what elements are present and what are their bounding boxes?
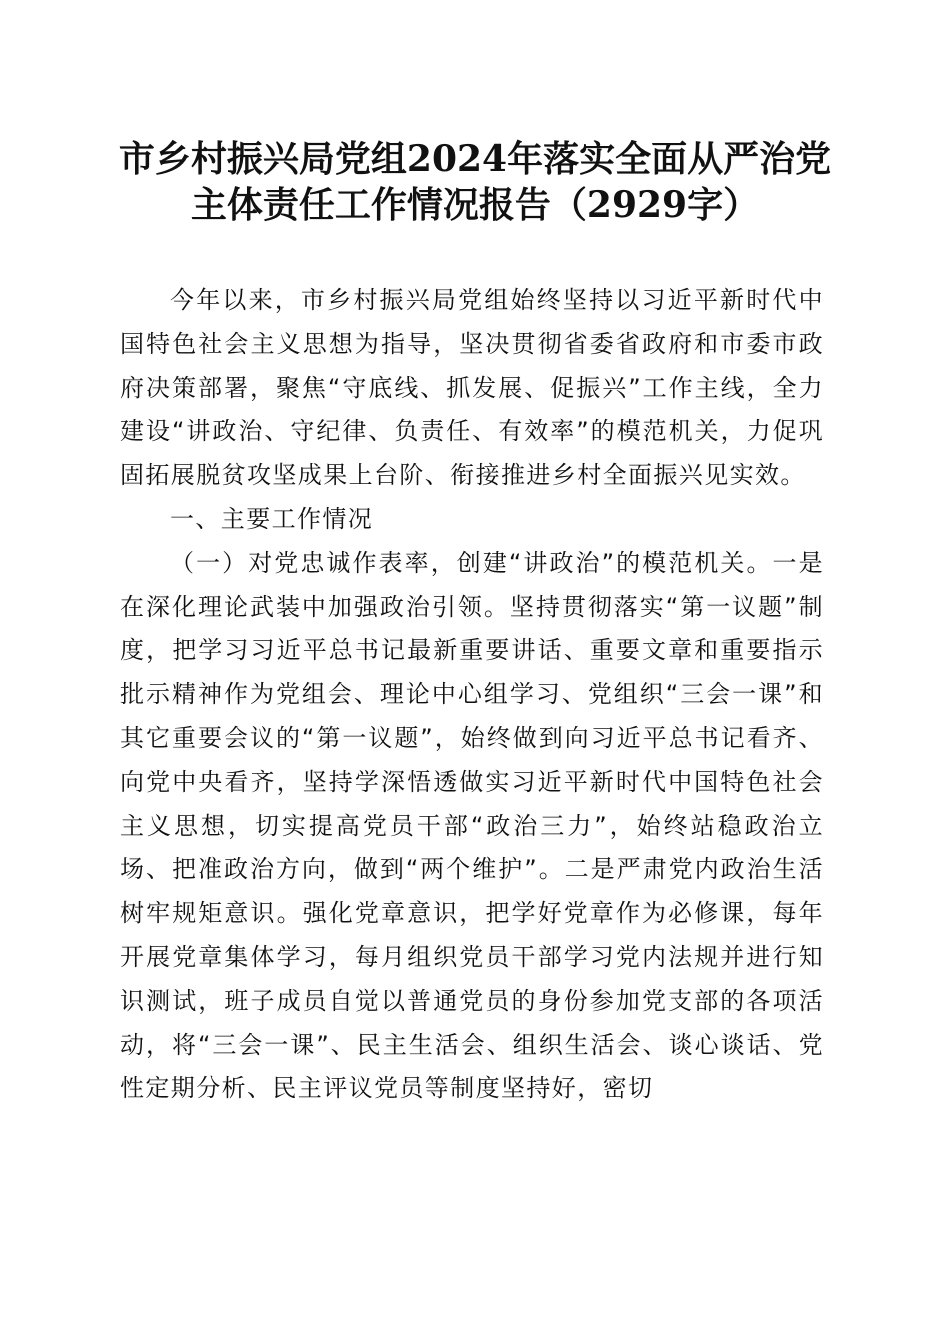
title-line-1: 市乡村振兴局党组2024年落实全面从严治党 — [118, 138, 832, 180]
document-title — [0, 136, 950, 228]
title-line-2: 主体责任工作情况报告（2929字） — [190, 184, 760, 226]
intro-paragraph: 今年以来，市乡村振兴局党组始终坚持以习近平新时代中国特色社会主义思想为指导，坚决贯彻省委省政府和市委市政府决策部署，聚焦“守底线、抓发展、促振兴”工作主线，全力建设“讲政治、守纪律、负责任、有效率”的模范机关，力促巩固拓展脱贫攻坚成果上台阶、衔接推进乡村全面振兴见实效。 — [120, 286, 824, 490]
section-heading: 一、主要工作情况 — [170, 504, 374, 533]
section-paragraph: （一）对党忠诚作表率，创建“讲政治”的模范机关。一是在深化理论武装中加强政治引领。坚持贯彻落实“第一议题”制度，把学习习近平总书记最新重要讲话、重要文章和重要指示批示精神作为党组会、理论中心组学习、党组织“三会一课”和其它重要会议的“第一议题”，始终做到向习近平总书记看齐、向党中央看齐，坚持学深悟透做实习近平新时代中国特色社会主义思想，切实提高党员干部“政治三力”，始终站稳政治立场、把准政治方向，做到“两个维护”。二是严肃党内政治生活树牢规矩意识。强化党章意识，把学好党章作为必修课，每年开展党章集体学习，每月组织党员干部学习党内法规并进行知识测试，班子成员自觉以普通党员的身份参加党支部的各项活动，将“三会一课”、民主生活会、组织生活会、谈心谈话、党性定期分析、民主评议党员等制度坚持好，密切 — [120, 548, 824, 1103]
document-body — [120, 279, 824, 1111]
